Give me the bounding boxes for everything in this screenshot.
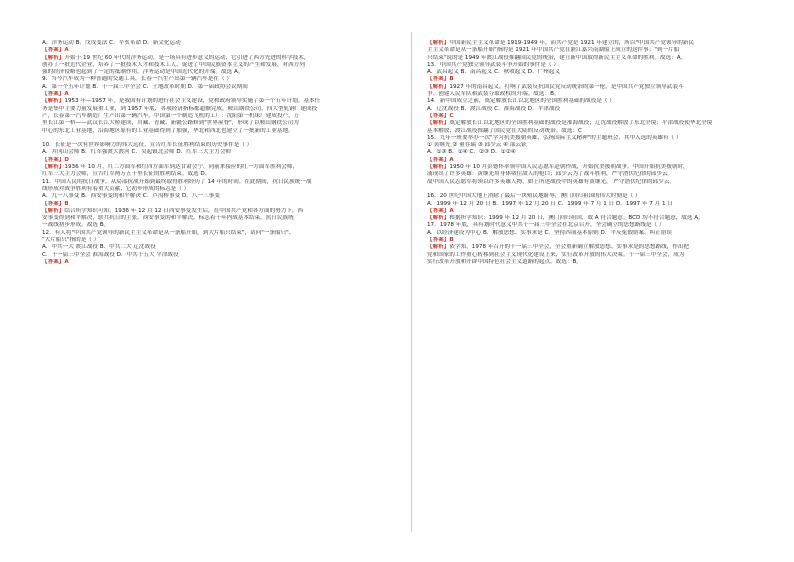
- answer-line: 【答案】A: [42, 91, 69, 98]
- answer-line: 【答案】B: [42, 200, 69, 207]
- question-line: 16．20 世纪中国大地上消除了最后一块殖民地耻辱，澳门回归祖国的伟大时刻是（ ）: [427, 193, 641, 200]
- text-line: 产，长春第一汽车制造厂生产出第一辆汽车，中国第一个制造飞机的工厂：沈阳第一机床厂建成投产，万: [42, 112, 300, 119]
- text-line: 党和国家的工作重心转移到社会主义现代化建设上来，实行改革开放的伟大决策。十一届三中全会，成为: [427, 251, 685, 258]
- analysis-line: 【解析】1927 年的南昌起义，打响了武装反抗国民党反动统治的第一枪，是中国共产党独立领导武装斗: [427, 83, 684, 90]
- blank-line: [42, 135, 402, 142]
- blank-line: [427, 186, 787, 193]
- answer-line: 【答案】A: [42, 47, 69, 54]
- text-line: 涌现出了许多英雄：黄继光用身体堵住敌人的枪口；邱少云为了战斗胜利，严守潜伏纪律的邱少云。: [427, 171, 674, 178]
- question-line: 12．有人将"中国共产党领导的新民主主义革命是从一条船开始，到大片船只结束"，请问"一条船只"、: [42, 229, 295, 236]
- options-line: C．十一届三中全会 淮海战役 D．中共十五大 平津战役: [42, 251, 179, 258]
- answer-line: 【答案】D: [42, 156, 70, 163]
- analysis-line: 【解析】结合所学知识可知，1936 年 12 月 12 日西安事变发生后，在中国共产党和各方面的努力下，西: [42, 207, 304, 214]
- analysis-line: 【解析】奠定解放长江以北地区的全国胜利基础的战役是淮海战役；辽沈战役解放了东北全境；平津战役使华北全境: [427, 120, 713, 127]
- question-line: 15．九年一班要举办一次"学习抗美援朝英雄，弘扬国际主义精神"的主题班会，其中入选的英雄有（ ）: [427, 134, 682, 141]
- analysis-line: 【解析】1936 年 10 月，红二方面军和红四方面军到达甘肃会宁，同前来接应的红一方面军胜利会师，: [42, 164, 299, 171]
- left-column: [42, 40, 402, 266]
- answer-line: 【答案】A: [427, 156, 454, 163]
- analysis-line: 【解析】1953 年—1957 年，是我国有计划的进行社会主义建设，党和政府领导实施了第一个五年计划。基本任: [42, 98, 321, 105]
- text-line: 线形成对战争胜利有着重大贡献，它初步形成的标志是（ ）: [42, 185, 190, 192]
- text-line: 中心的东北工业基地，沿海地区原有的工业基础得到了加强，华北和西北也建立了一批新的工业基地。: [42, 127, 294, 134]
- options-line: A．井冈山会师 B．红军强渡大渡河 C．吴起镇北会师 D．红军三大主力会师: [42, 149, 232, 156]
- text-line: "大片船只"指的是（ ）: [42, 237, 100, 244]
- options-line: ① 黄继光 ② 董存瑞 ③ 邱少云 ④ 邵云铉: [427, 142, 527, 149]
- analysis-line: 【解析】中国新民主主义革命是 1919-1949 年，而共产党是 1921 年建立的，所以"中国共产党领导的新民: [427, 40, 694, 46]
- column-divider: [411, 32, 412, 532]
- text-line: 强的经济侵略也起到了一定的抵制作用，洋务运动是中国近代化的开端。故选 A。: [42, 69, 244, 76]
- text-line: 一战线初步形成。故选 B。: [42, 222, 110, 229]
- text-line: 实行改革开放和开辟中国特色社会主义道路的起点。故选：B。: [427, 258, 582, 265]
- analysis-line: 【解析】1950 年 10 月彭德怀率领中国人民志愿军赴朝作战，开始抗美援朝战争。中国开始抗美援朝时，: [427, 164, 689, 171]
- answer-line: 【答案】B: [427, 76, 454, 83]
- options-line: A．武昌起义 B．南昌起义 C．秋收起义 D．广州起义: [427, 69, 561, 76]
- answer-line: 【答案】C: [427, 112, 454, 119]
- options-line: A．以经济建设为中心 B．解放思想、实事求是 C．坚持四项基本原则 D．平反冤假错案、纠正错误: [427, 229, 672, 236]
- right-column: [427, 40, 787, 266]
- analysis-line: 【解析】根据所学知识：1999 年 12 月 20 日，澳门回归祖国，故 A 符合题意；BCD 均不符合题意，故选 A。: [427, 215, 704, 222]
- text-line: 主主义革命是从一条船开始"指的是 1921 年中国共产党在浙江嘉兴南湖船上成立的这件事；"到一片船: [427, 47, 680, 54]
- text-line: 红军三大主力会师，宣告红军两万五千里长征的胜利结束。故选 D。: [42, 171, 211, 178]
- options-line: A．九一八事变 B．西安事变的和平解决 C．卢沟桥事变 D．八一三事变: [42, 193, 220, 200]
- text-line: 故中国人民志愿军将领以许多英雄人物。如上所述战役中的英雄有黄继光， 严守潜伏纪律的邱少云。: [427, 178, 675, 185]
- question-line: 13．中国共产党独立领导武装斗争开始的事件是（ ）: [427, 61, 559, 68]
- text-line: 安事变得到和平解决，联共抗日的主张。西安事变的和平解决，标志着十年内战基本结束，抗日民族统: [42, 215, 294, 222]
- text-line: 创办了一批近代企业，培养了一批技术人才和技术工人，促进了中国民族资本主义的产生和发展，对西方列: [42, 61, 305, 68]
- question-line: 9．当今汽车成为一种普通的交通工具，长春一汽生产出第一辆汽车是在（ ）: [42, 76, 232, 83]
- text-line: 只结束"说的是 1949 年渡江战役推翻国民党的统治，建立新中国取得新民主主义革命的胜利。故选：A。: [427, 54, 687, 61]
- options-line: A．1999 年 12 月 20 日 B．1997 年 12 月 20 日 C．1999 年 7 月 1 日 D．1997 年 7 月 1 日: [427, 200, 673, 207]
- analysis-line: 【解析】开始于 19 世纪 60 年代的洋务运动，是一场具有进步意义的运动，它引进了西方先进的科学技术，: [42, 54, 310, 61]
- text-line: 务是集中主要力量发展重工业，到 1957 年底，各项经济指标都超额完成。鞍山钢铁公司、四大型轧钢厂建成投: [42, 105, 318, 112]
- options-line: A．辽沈战役 B．渡江战役 C．淮海战役 D．平津战役: [427, 105, 561, 112]
- answer-line: 【答案】A: [42, 258, 69, 265]
- answer-line: 【答案】B: [427, 237, 454, 244]
- options-line: A．①③ B．①④ C．②③ D．①②④: [427, 149, 516, 156]
- options-line: A．中共一大 渡江战役 B．中共二大 辽沈战役: [42, 244, 156, 251]
- question-line: 17．1978 年底，具有划时代意义中共十一届三中全会在北京召开，全会确立的思想路线是（ ）: [427, 222, 665, 229]
- analysis-line: 【解析】依学知，1978 年召开的十一届三中全会，全会重新确立解放思想、实事求是的思想路线，作出把: [427, 244, 690, 251]
- options-line: A．第一个五年计划 B．十一届三中全会 C．土地改革时期 D．第一届政协会议期间: [42, 83, 248, 90]
- question-line: 11．中国人民的抗日战争，从局部抗战开始到最终取得胜利经历了 14 年的时间。在此期间，抗日民族统一战: [42, 178, 312, 185]
- text-line: 争、创建人民军队和武装夺取政权的开端。故选：B。: [427, 91, 560, 98]
- options-line: A．洋务运动 B．戊戌变法 C．辛亥革命 D．新文化运动: [42, 40, 181, 46]
- text-line: 里长江第一桥——武汉长江大桥建成，川藏、青藏、新疆公路修到"世界屋脊"，形成了以鞍山钢铁公司为: [42, 120, 299, 127]
- answer-line: 【答案】A: [427, 207, 454, 214]
- text-line: 基本解放；渡江战役推翻了国民党在大陆的反动统治。故选：C: [427, 127, 582, 134]
- question-line: 10．长征是一次有世界影响力的伟大远征，宣告红军长征胜利结束的历史事件是（ ）: [42, 142, 253, 149]
- question-line: 14．新中国成立之前，奠定解放长江以北地区的全国胜利基础的战役是（ ）: [427, 98, 615, 105]
